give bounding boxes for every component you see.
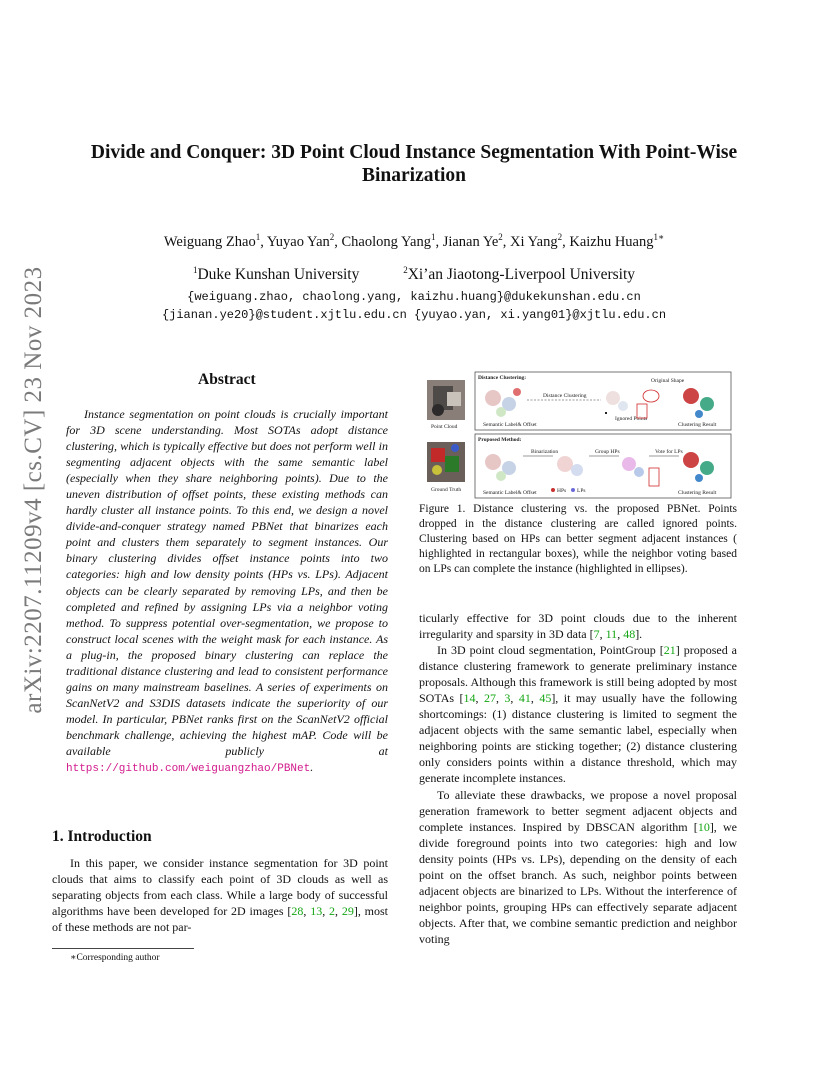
paragraph-proposal: To alleviate these drawbacks, we propose a novel proposal generation framework to better segment adjacent objects and complete instances. Inspired by DBSCAN algorithm [10], we divide foreground points into two categories: high and low density points (HPs vs. LPs), depending on the density of each point on the offset branch. As such, neighbor points between adjacent objects are binarized to LPs. Without the interference of neighbor points, grouping HPs can effectively separate adjacent objects. After that, we combine semantic prediction and neighbor voting [419, 787, 737, 946]
citation-link[interactable]: 11 [605, 627, 618, 642]
figure-1-graphic [423, 370, 733, 500]
clustering-result-plot-top [683, 388, 714, 418]
author: Weiguang Zhao$^1$, [163, 232, 267, 250]
ground-truth-thumbnail [427, 442, 465, 482]
citation-link[interactable]: 2 [329, 904, 336, 919]
title-line-1: Divide and Conquer: 3D Point Cloud Instance Segmentation With Point-Wise [90, 142, 738, 163]
hps-legend-dot [551, 488, 555, 492]
email-line-2: {jianan.ye20}@student.xjtlu.edu.cn {yuyao.yan, xi.yang01}@xjtlu.edu.cn [161, 308, 667, 322]
affiliation-1: $^1$Duke Kunshan University [192, 265, 360, 284]
semantic-offset-plot-top [485, 388, 521, 417]
affiliations [60, 265, 768, 284]
author: Yuyao Yan$^2$, [266, 232, 342, 250]
grouped-hps-plot [622, 457, 644, 477]
author: Xi Yang$^2$, [510, 232, 570, 250]
citation-link[interactable]: 13 [310, 904, 323, 919]
highlight-rectangle-bottom [649, 468, 659, 486]
title-line-2: Binarization [361, 165, 466, 186]
paper-title [60, 141, 768, 187]
label-original-shape: Original Shape [651, 378, 685, 384]
label-lps: LPs [577, 488, 586, 494]
email-line-1: {weiguang.zhao, chaolong.yang, kaizhu.huang}@dukekunshan.edu.cn [187, 290, 641, 304]
citation-link[interactable]: 27 [483, 691, 496, 706]
citation-link[interactable]: 3 [504, 691, 511, 706]
citation-link[interactable]: 7 [593, 627, 600, 642]
author: Kaizhu Huang$^{1∗}$ [569, 232, 665, 250]
label-group-hps: Group HPs [595, 449, 620, 455]
citation-link[interactable]: 28 [291, 904, 304, 919]
author-list [60, 232, 768, 251]
label-proposed-method: Proposed Method: [478, 437, 522, 443]
label-clustering-result-top: Clustering Result [678, 422, 717, 428]
citation-link[interactable]: 21 [663, 643, 676, 658]
arxiv-id-text: arXiv:2207.11209v4 [cs.CV] 23 Nov 2023 [20, 266, 47, 714]
paragraph-pointgroup: In 3D point cloud segmentation, PointGroup [21] proposed a distance clustering framework to generate preliminary instance proposals. Although this framework is still being adopted by most SOTAs [14, 27, 3, 41, 45], it may usually have the following shortcomings: (1) distance clustering is limited to segment the adjacent objects with the same semantic label, especially when neighboring points are sticking together; (2) distance clustering only considers points within a distance threshold, which may generate incomplete instances. [419, 643, 737, 786]
semantic-offset-plot-bottom [485, 454, 516, 481]
highlight-ellipse [643, 390, 659, 402]
ignored-points-plot [605, 391, 628, 414]
footnote-rule [52, 948, 194, 949]
label-binarization: Binarization [531, 449, 559, 455]
point-cloud-thumbnail [427, 380, 465, 420]
binarized-points-plot [557, 456, 583, 476]
citation-link[interactable]: 45 [539, 691, 552, 706]
figure-1-caption: Figure 1. Distance clustering vs. the proposed PBNet. Points dropped in the distance clustering are called ignored points. Clustering based on HPs can better segment adjacent instances ( highlighted in rectangular boxes), while the neighbor voting based on LPs can complete the instance (highlighted in ellipses). [419, 503, 737, 576]
intro-text: In this paper, we consider instance segmentation for 3D point clouds that aims to classify each point of 3D clouds as well as separating objects from each class. While a large body of successful algorithms have been developed for 2D images [ [52, 856, 388, 919]
citation-link[interactable]: 14 [463, 691, 476, 706]
citation-link[interactable]: 10 [697, 819, 710, 834]
arxiv-watermark [6, 266, 62, 714]
label-clustering-result-bottom: Clustering Result [678, 490, 717, 496]
figure-1 [423, 370, 733, 500]
label-vote-for-lps: Vote for LPs [655, 449, 683, 455]
clustering-result-plot-bottom [683, 452, 714, 482]
label-ground-truth: Ground Truth [431, 487, 462, 493]
abstract-body [66, 406, 388, 777]
affiliation-2: $^2$Xi’an Jiaotong-Liverpool University [403, 265, 636, 284]
code-link[interactable]: https://github.com/weiguangzhao/PBNet [66, 763, 311, 776]
author: Jianan Ye$^2$, [442, 232, 511, 250]
label-ignored-points: Ignored Points [615, 416, 648, 422]
author: Chaolong Yang$^1$, [341, 232, 443, 250]
label-distance-clustering: Distance Clustering: [478, 375, 527, 381]
label-semantic-offset-bottom: Semantic Label& Offset [483, 490, 537, 496]
right-column-body [419, 610, 737, 947]
abstract-heading: Abstract [198, 371, 256, 388]
label-hps: HPs [557, 488, 567, 494]
citation-link[interactable]: 41 [518, 691, 531, 706]
intro-paragraph: In this paper, we consider instance segmentation for 3D point clouds that aims to classify each point of 3D clouds as well as separating objects from each class. While a large body of successful algorithms have been developed for 2D images [28, 13, 2, 29], most of these methods are not par- [52, 856, 389, 935]
label-semantic-offset-top: Semantic Label& Offset [483, 422, 537, 428]
introduction-heading: 1. Introduction [52, 828, 152, 845]
citation-link[interactable]: 29 [341, 904, 354, 919]
lps-legend-dot [571, 488, 575, 492]
intro-text-end: ], most of these methods are not par- [52, 904, 389, 935]
citation-link[interactable]: 48 [623, 627, 636, 642]
label-distance-clustering-arrow: Distance Clustering [543, 393, 587, 399]
abstract-period: . [310, 760, 314, 775]
label-point-cloud: Point Cloud [431, 424, 458, 430]
abstract-text: Instance segmentation on point clouds is crucially important for 3D scene understanding. Most SOTAs adopt distance clustering, which is typically effective but does not perform well in segmenting adjacent objects with the same semantic label (especially when they share neighboring points). Due to the uneven distribution of offset points, these existing methods can hardly cluster all instance points. To this end, we design a novel divide-and-conquer strategy named PBNet that binarizes each point and clusters them separately to segment instances. Our binary clustering divides offset instance points into two categories: high and low density points (HPs vs. LPs). Adjacent objects can be clearly separated by removing LPs, and then be completed and refined by assigning LPs via a neighbor voting method. To suppress potential over-segmentation, we propose to construct local scenes with the weight mask for each instance. As a plug-in, the proposed binary clustering can replace the traditional distance clustering and lead to consistent performance gains on many mainstream baselines. A series of experiments on ScanNetV2 and S3DIS datasets indicate the superiority of our model. In particular, PBNet ranks first on the ScanNetV2 official benchmark challenge, achieving the highest mAP. Code will be available publicly at [66, 407, 388, 758]
footnote: ∗Corresponding author [70, 953, 160, 963]
paragraph-continuation: ticularly effective for 3D point clouds due to the inherent irregularity and sparsity in 3D data [7, 11, 48]. [419, 611, 737, 642]
